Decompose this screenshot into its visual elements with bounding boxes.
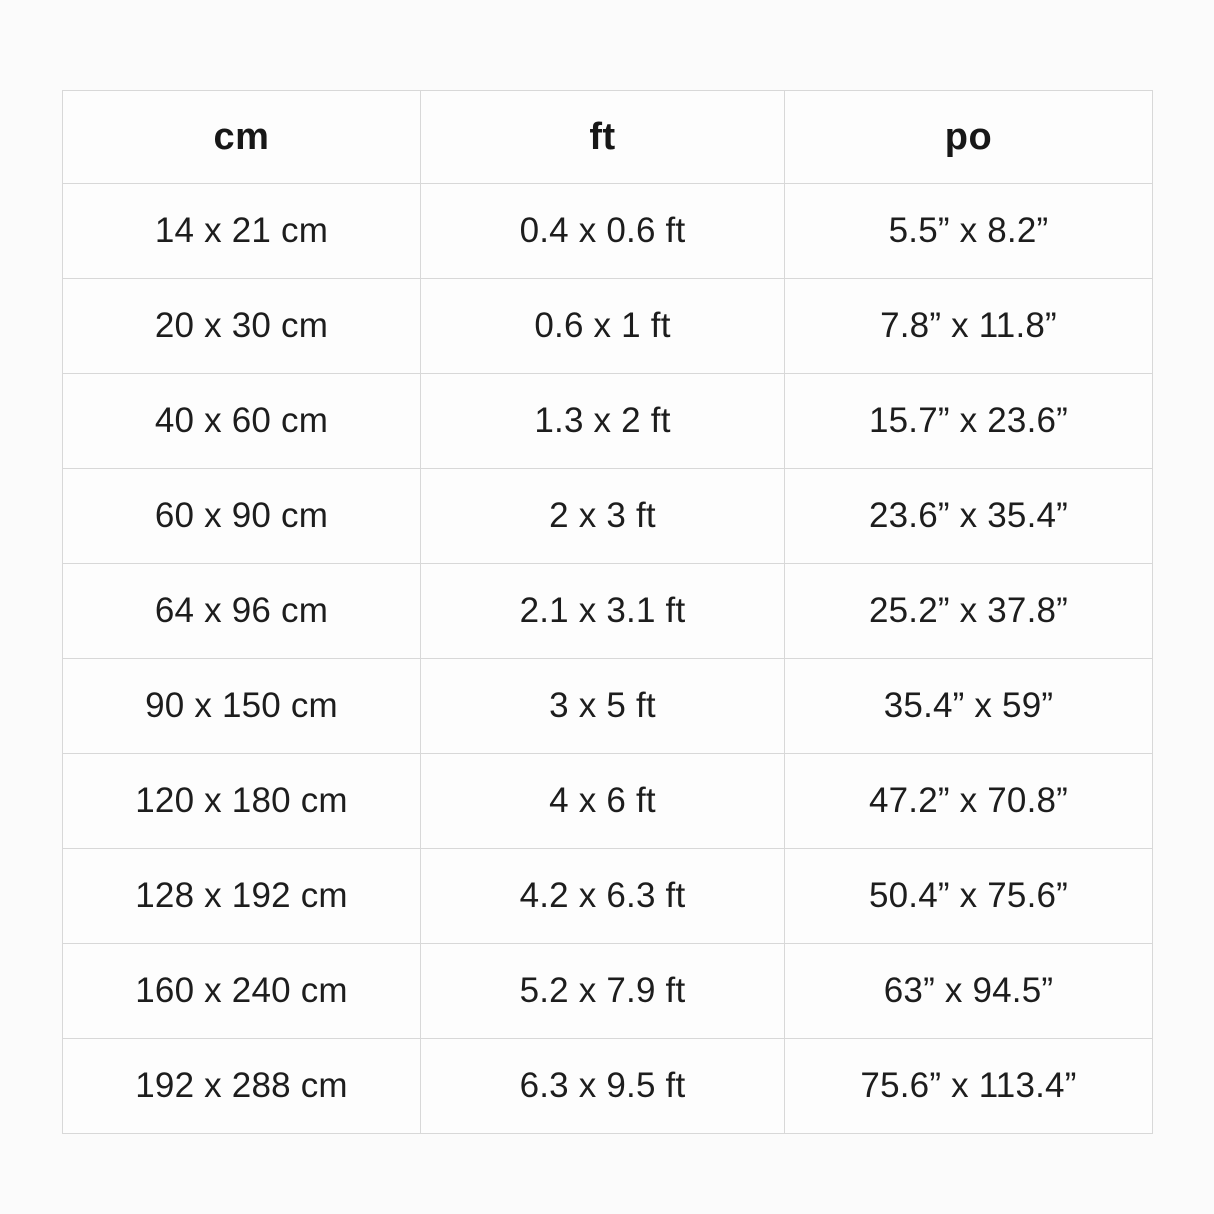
cell-cm: 60 x 90 cm — [63, 469, 421, 564]
table-row — [63, 849, 1153, 944]
column-header-ft: ft — [421, 91, 785, 184]
cell-po: 47.2” x 70.8” — [785, 754, 1153, 849]
cell-ft: 4.2 x 6.3 ft — [421, 849, 785, 944]
cell-po: 50.4” x 75.6” — [785, 849, 1153, 944]
cell-cm: 192 x 288 cm — [63, 1039, 421, 1134]
cell-ft: 2.1 x 3.1 ft — [421, 564, 785, 659]
cell-cm: 40 x 60 cm — [63, 374, 421, 469]
size-conversion-table-container — [62, 90, 1152, 1134]
cell-po: 75.6” x 113.4” — [785, 1039, 1153, 1134]
cell-po: 7.8” x 11.8” — [785, 279, 1153, 374]
cell-po: 5.5” x 8.2” — [785, 184, 1153, 279]
column-header-cm: cm — [63, 91, 421, 184]
table-row — [63, 944, 1153, 1039]
table-header — [63, 91, 1153, 184]
table-row — [63, 564, 1153, 659]
cell-ft: 2 x 3 ft — [421, 469, 785, 564]
cell-po: 25.2” x 37.8” — [785, 564, 1153, 659]
table-row — [63, 754, 1153, 849]
cell-cm: 160 x 240 cm — [63, 944, 421, 1039]
cell-ft: 6.3 x 9.5 ft — [421, 1039, 785, 1134]
table-row — [63, 184, 1153, 279]
table-row — [63, 469, 1153, 564]
cell-ft: 4 x 6 ft — [421, 754, 785, 849]
table-header-row — [63, 91, 1153, 184]
cell-cm: 120 x 180 cm — [63, 754, 421, 849]
table-body — [63, 184, 1153, 1134]
cell-ft: 5.2 x 7.9 ft — [421, 944, 785, 1039]
cell-po: 35.4” x 59” — [785, 659, 1153, 754]
cell-ft: 0.6 x 1 ft — [421, 279, 785, 374]
cell-ft: 3 x 5 ft — [421, 659, 785, 754]
size-conversion-table — [62, 90, 1153, 1134]
cell-cm: 90 x 150 cm — [63, 659, 421, 754]
cell-cm: 64 x 96 cm — [63, 564, 421, 659]
cell-po: 63” x 94.5” — [785, 944, 1153, 1039]
cell-cm: 128 x 192 cm — [63, 849, 421, 944]
cell-cm: 20 x 30 cm — [63, 279, 421, 374]
cell-cm: 14 x 21 cm — [63, 184, 421, 279]
column-header-po: po — [785, 91, 1153, 184]
table-row — [63, 374, 1153, 469]
cell-ft: 1.3 x 2 ft — [421, 374, 785, 469]
cell-ft: 0.4 x 0.6 ft — [421, 184, 785, 279]
table-row — [63, 279, 1153, 374]
table-row — [63, 1039, 1153, 1134]
cell-po: 23.6” x 35.4” — [785, 469, 1153, 564]
table-row — [63, 659, 1153, 754]
cell-po: 15.7” x 23.6” — [785, 374, 1153, 469]
